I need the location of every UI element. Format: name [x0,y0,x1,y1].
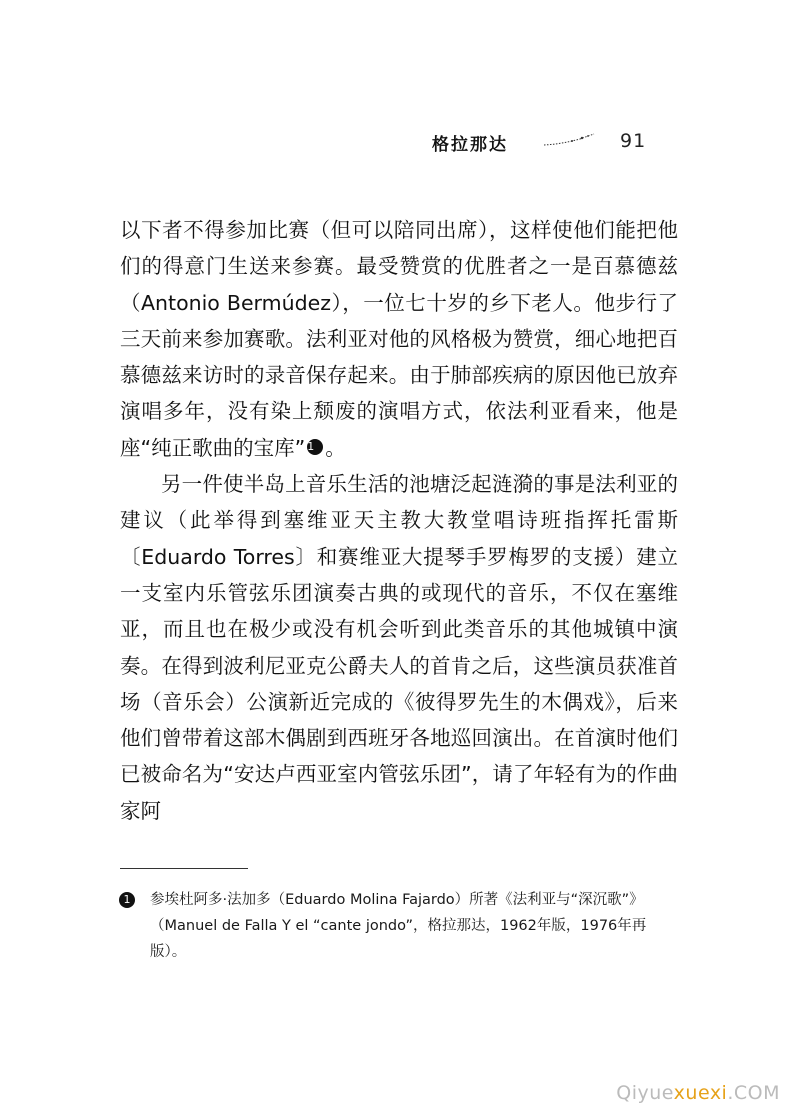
running-header [0,128,794,158]
footnote-divider [120,868,248,869]
decorative-flourish-icon [542,132,596,148]
site-watermark [616,1082,780,1104]
paragraph: 另一件使半岛上音乐生活的池塘泛起涟漪的事是法利亚的建议（此举得到塞维亚天主教大教堂唱诗班指挥托雷斯〔Eduardo Torres〕和赛维亚大提琴手罗梅罗的支援）建立一支室内乐管弦乐团演奏古典的或现代的音乐，不仅在塞维亚，而且也在极少或没有机会听到此类音乐的其他城镇中演奏。在得到波利尼亚克公爵夫人的首肯之后，这些演员获准首场（音乐会）公演新近完成的《彼得罗先生的木偶戏》，后来他们曾带着这部木偶剧到西班牙各地巡回演出。在首演时他们已被命名为“安达卢西亚室内管弦乐团”，请了年轻有为的作曲家阿 [120,472,678,823]
main-text [120,212,678,829]
watermark-accent: xuexi [673,1082,728,1104]
footnote-reference[interactable]: 1 [307,439,323,455]
footnote-marker: 1 [119,892,135,908]
watermark-prefix: Qiyue [616,1082,674,1104]
watermark-suffix: .COM [727,1082,780,1104]
running-title: 格拉那达 [432,135,508,155]
paragraph [120,212,678,466]
page-number: 91 [620,130,647,152]
paragraph-text-end: 。 [325,435,346,460]
footnote-text: 参埃杜阿多·法加多（Eduardo Molina Fajardo）所著《法利亚与“深沉歌”》（Manuel de Falla Y el “cante jondo”，格拉那达，1962年版，1976年再版）。 [150,892,647,960]
footnote [123,887,678,965]
paragraph-text: 以下者不得参加比赛（但可以陪同出席），这样使他们能把他们的得意门生送来参赛。最受赞赏的优胜者之一是百慕德兹（Antonio Bermúdez），一位七十岁的乡下老人。他步行了三天前来参加赛歌。法利亚对他的风格极为赞赏，细心地把百慕德兹来访时的录音保存起来。由于肺部疾病的原因他已放弃演唱多年，没有染上颓废的演唱方式，依法利亚看来，他是座“纯正歌曲的宝库” [120,218,678,460]
